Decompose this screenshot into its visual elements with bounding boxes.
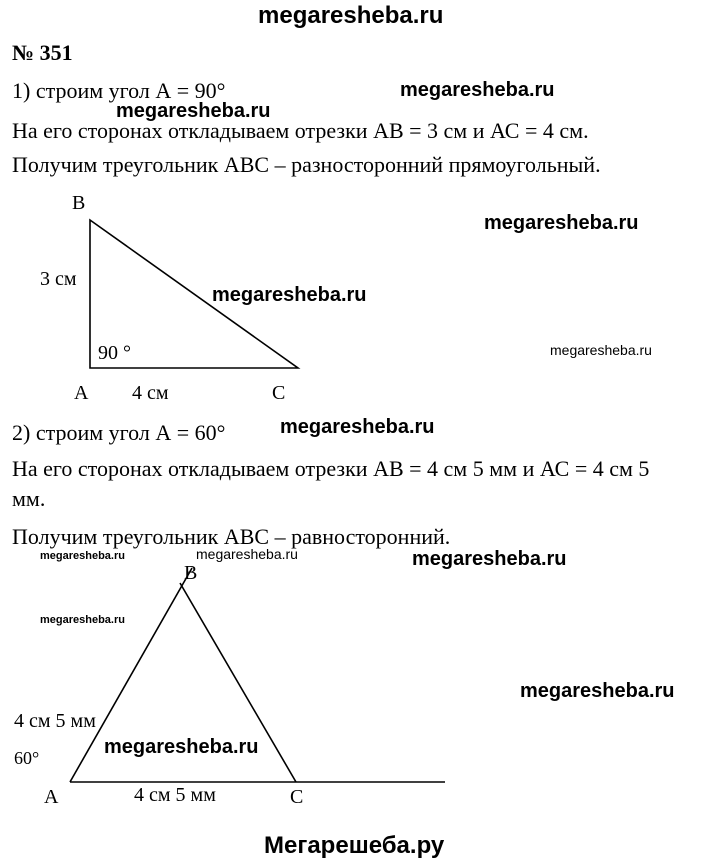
watermark: megaresheba.ru bbox=[40, 614, 125, 626]
fig2-side-ac-label: 4 см 5 мм bbox=[134, 784, 216, 806]
problem-number: № 351 bbox=[12, 40, 73, 65]
watermark: megaresheba.ru bbox=[104, 736, 259, 758]
footer-site-title: Мегарешеба.ру bbox=[264, 832, 445, 859]
watermark: megaresheba.ru bbox=[520, 680, 675, 702]
fig2-angle-label: 60° bbox=[14, 748, 40, 768]
fig1-vertex-a: А bbox=[74, 382, 89, 404]
fig1-angle-label: 90 ° bbox=[98, 342, 131, 364]
header-site-title: megaresheba.ru bbox=[258, 2, 444, 29]
part2-line1: На его сторонах откладываем отрезки АВ = 4 см 5 мм и АС = 4 см 5 bbox=[12, 456, 650, 481]
watermark: megaresheba.ru bbox=[196, 546, 298, 562]
part2-line1-cont: мм. bbox=[12, 486, 46, 511]
watermark: megaresheba.ru bbox=[280, 416, 435, 438]
part1-step: 1) строим угол А = 90° bbox=[12, 78, 226, 103]
part1-line1: На его сторонах откладываем отрезки АВ = 3 см и АС = 4 см. bbox=[12, 118, 589, 143]
part2-step: 2) строим угол А = 60° bbox=[12, 420, 226, 445]
fig1-side-ab-label: 3 см bbox=[40, 268, 77, 290]
watermark: megaresheba.ru bbox=[40, 550, 125, 562]
fig2-vertex-b: В bbox=[184, 562, 198, 584]
watermark: megaresheba.ru bbox=[212, 284, 367, 306]
fig2-side-ab-label: 4 см 5 мм bbox=[14, 710, 96, 732]
watermark: megaresheba.ru bbox=[550, 342, 652, 358]
fig1-vertex-c: С bbox=[272, 382, 286, 404]
fig1-side-ac-label: 4 см bbox=[132, 382, 169, 404]
fig2-vertex-a: А bbox=[44, 786, 59, 808]
watermark: megaresheba.ru bbox=[400, 79, 555, 101]
part1-line2: Получим треугольник АВС – разносторонний прямоугольный. bbox=[12, 152, 601, 177]
part2-line2: Получим треугольник АВС – равносторонний. bbox=[12, 524, 451, 549]
watermark: megaresheba.ru bbox=[412, 548, 567, 570]
watermark: megaresheba.ru bbox=[116, 100, 271, 122]
fig1-vertex-b: В bbox=[72, 192, 86, 214]
watermark: megaresheba.ru bbox=[484, 212, 639, 234]
fig2-vertex-c: С bbox=[290, 786, 304, 808]
